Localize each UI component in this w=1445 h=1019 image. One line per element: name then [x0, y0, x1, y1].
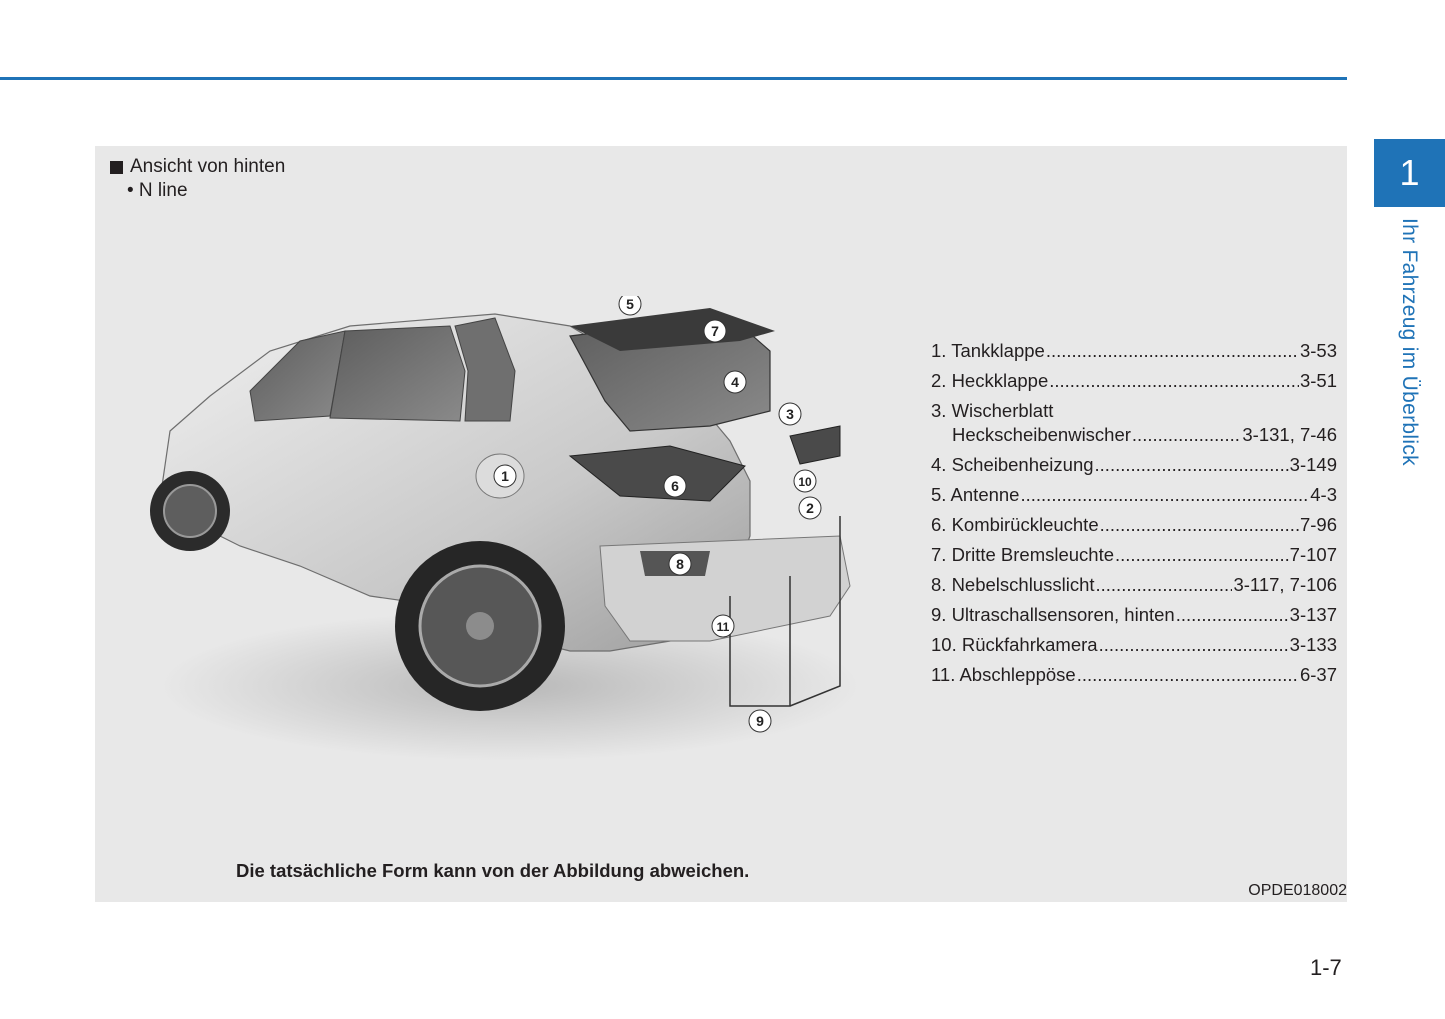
callout-1	[494, 465, 516, 487]
parts-legend	[931, 340, 1337, 694]
callout-9	[749, 710, 771, 732]
legend-item: 8. Nebelschlusslicht ..... 3-117, 7-106	[931, 574, 1337, 604]
view-subtitle: • N line	[127, 180, 188, 201]
callout-11-label: 11	[716, 620, 730, 634]
callout-7	[704, 320, 726, 342]
callout-6	[664, 475, 686, 497]
callout-1-label: 1	[501, 468, 509, 484]
header-rule	[0, 77, 1347, 80]
callout-2	[799, 497, 821, 519]
legend-item: 7. Dritte Bremsleuchte ..... 7-107	[931, 544, 1337, 574]
car-rear-illustration	[150, 296, 870, 766]
legend-item: 6. Kombirückleuchte ..... 7-96	[931, 514, 1337, 544]
legend-item: 5. Antenne ..... 4-3	[931, 484, 1337, 514]
view-title-text: Ansicht von hinten	[130, 156, 286, 177]
legend-item: 4. Scheibenheizung ..... 3-149	[931, 454, 1337, 484]
callout-4	[724, 371, 746, 393]
legend-item: 2. Heckklappe ..... 3-51	[931, 370, 1337, 400]
view-title	[110, 156, 285, 178]
figure-code: OPDE018002	[1248, 882, 1347, 899]
page-number: 1-7	[1310, 955, 1342, 980]
callout-10	[794, 470, 816, 492]
square-bullet-icon	[110, 161, 123, 174]
callout-5	[619, 296, 641, 315]
chapter-number-tab: 1	[1374, 139, 1445, 207]
callout-10-label: 10	[798, 475, 812, 489]
callout-7-label: 7	[711, 323, 719, 339]
legend-item: 3. Wischerblatt Heckscheibenwischer ..... 3-131, 7-46	[931, 400, 1337, 454]
legend-item: 9. Ultraschallsensoren, hinten ..... 3-137	[931, 604, 1337, 634]
side-window-rear	[330, 326, 465, 421]
legend-item: 1. Tankklappe ..... 3-53	[931, 340, 1337, 370]
chapter-title: Ihr Fahrzeug im Überblick	[1398, 218, 1421, 466]
legend-item: 10. Rückfahrkamera ..... 3-133	[931, 634, 1337, 664]
rear-hub	[466, 612, 494, 640]
callout-2-label: 2	[806, 500, 814, 516]
callout-4-label: 4	[731, 374, 739, 390]
callout-3	[779, 403, 801, 425]
callout-8-label: 8	[676, 556, 684, 572]
callout-11	[712, 615, 734, 637]
callout-3-label: 3	[786, 406, 794, 422]
figure-panel	[95, 146, 1347, 902]
callout-9-label: 9	[756, 713, 764, 729]
figure-disclaimer: Die tatsächliche Form kann von der Abbildung abweichen.	[236, 860, 750, 881]
tail-light-right	[790, 426, 840, 464]
callout-8	[669, 553, 691, 575]
callout-5-label: 5	[626, 296, 634, 312]
callout-6-label: 6	[671, 478, 679, 494]
front-rim	[164, 485, 216, 537]
legend-item: 11. Abschleppöse ..... 6-37	[931, 664, 1337, 694]
